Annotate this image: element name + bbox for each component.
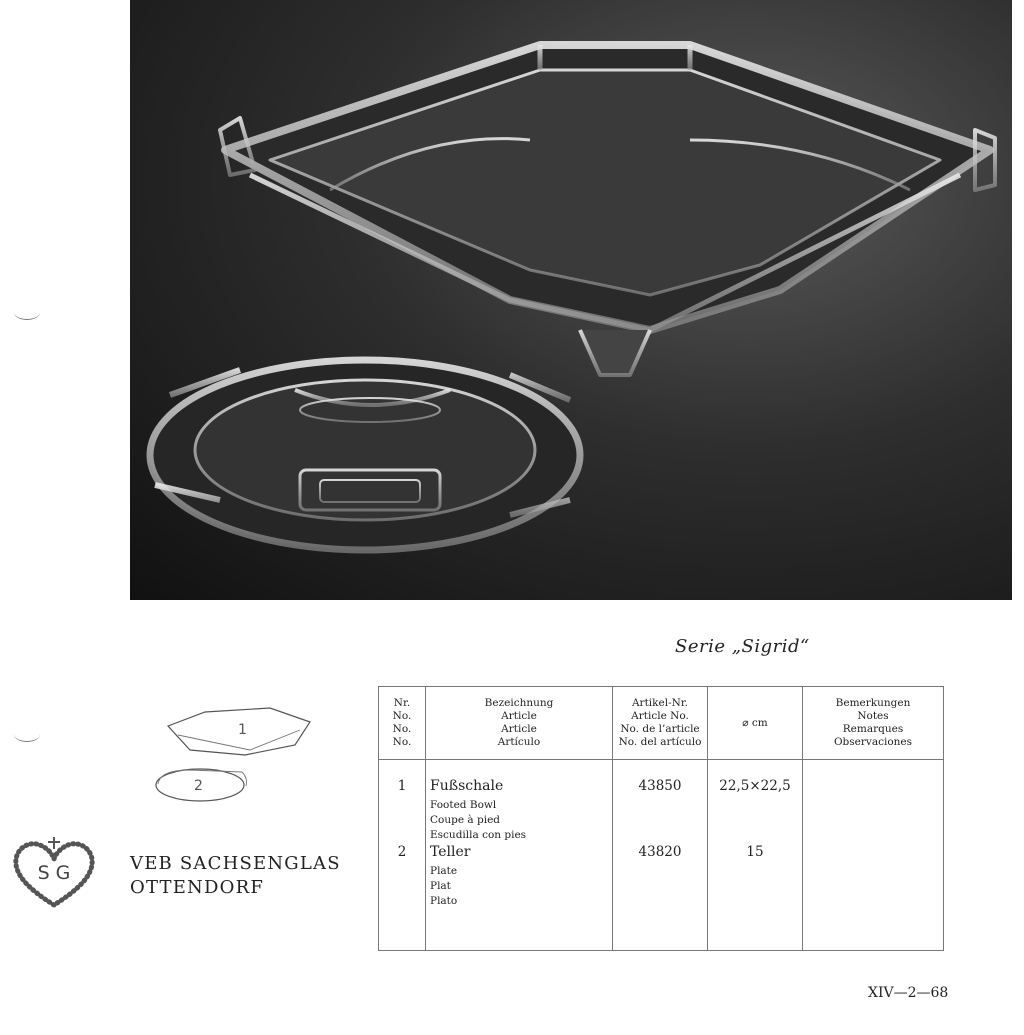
binder-hole-mark	[14, 305, 40, 320]
row-nr: 2	[379, 844, 426, 928]
row-size: 22,5×22,5	[708, 760, 803, 844]
header-article-no: Artikel-Nr. Article No. No. de l’article No. del artículo	[613, 687, 708, 760]
table-row	[379, 760, 944, 844]
header-diameter: ⌀ cm	[708, 687, 803, 760]
company-line-1: VEB SACHSENGLAS	[130, 853, 341, 874]
page-number: XIV—2—68	[868, 985, 949, 1001]
article-name: Fußschale	[430, 778, 504, 794]
table-filler-row	[379, 928, 944, 951]
row-notes	[803, 844, 944, 928]
company-line-2: OTTENDORF	[130, 877, 265, 898]
footed-bowl-image	[220, 45, 995, 375]
sachsenglas-logo	[10, 835, 98, 915]
product-photo	[130, 0, 1012, 600]
header-nr: Nr. No. No. No.	[379, 687, 426, 760]
row-nr: 1	[379, 760, 426, 844]
binder-hole-mark	[14, 727, 40, 742]
sketch-label-2: 2	[194, 778, 203, 794]
row-article-no: 43850	[613, 760, 708, 844]
glass-bowls-illustration	[130, 0, 1012, 600]
row-article-no: 43820	[613, 844, 708, 928]
row-notes	[803, 760, 944, 844]
company-name	[130, 852, 341, 900]
sketch-label-1: 1	[238, 722, 247, 738]
row-article: Fußschale Footed Bowl Coupe à pied Escudilla con pies	[426, 760, 613, 844]
table-row	[379, 844, 944, 928]
header-notes: Bemerkungen Notes Remarques Observaciones	[803, 687, 944, 760]
row-size: 15	[708, 844, 803, 928]
product-outline-sketch	[150, 700, 320, 805]
logo-letters: S G	[37, 862, 71, 884]
table-header-row	[379, 687, 944, 760]
plate-image	[150, 360, 580, 550]
row-article: Teller Plate Plat Plato	[426, 844, 613, 928]
article-name: Teller	[430, 843, 471, 860]
header-article: Bezeichnung Article Article Artículo	[426, 687, 613, 760]
article-table	[378, 686, 944, 951]
series-title: Serie „Sigrid“	[675, 636, 810, 657]
